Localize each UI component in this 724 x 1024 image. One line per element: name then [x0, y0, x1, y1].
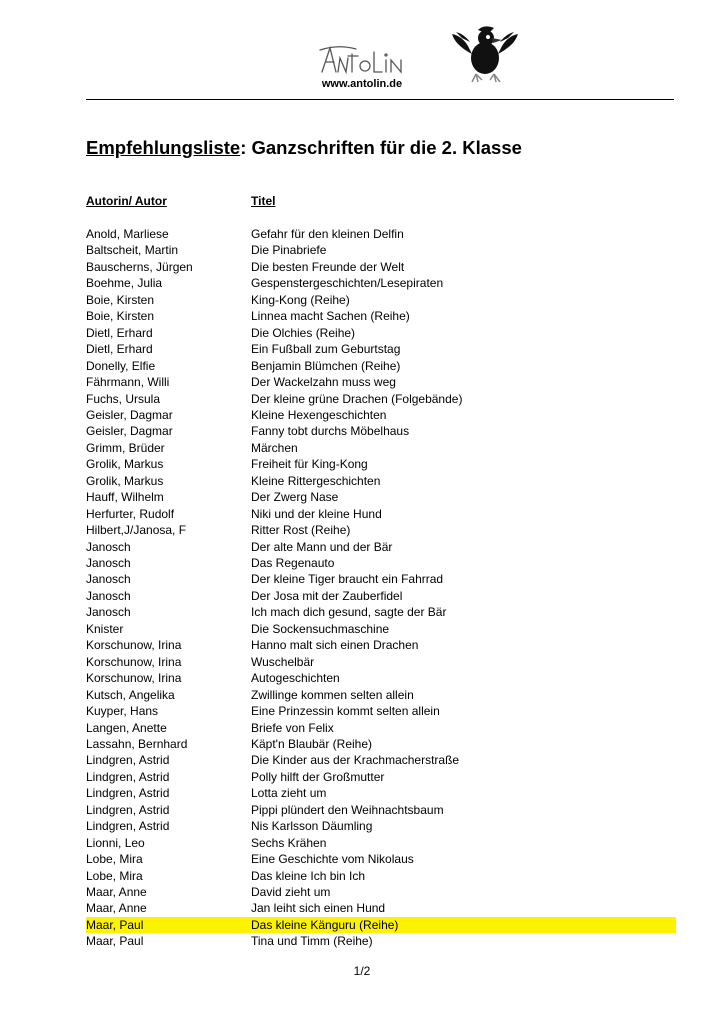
- list-item: [86, 226, 676, 242]
- book-title: Kleine Hexengeschichten: [251, 407, 387, 422]
- list-item: [86, 900, 676, 916]
- author-name: Lassahn, Bernhard: [86, 736, 188, 751]
- page-number: 1/2: [353, 964, 371, 978]
- list-item: [86, 423, 676, 439]
- list-item: [86, 720, 676, 736]
- book-title: Die Sockensuchmaschine: [251, 621, 390, 636]
- author-name: Janosch: [86, 556, 131, 570]
- author-name: Lindgren, Astrid: [86, 786, 170, 801]
- book-title: Benjamin Blümchen (Reihe): [251, 358, 401, 373]
- list-item: [86, 391, 676, 407]
- author-name: Anold, Marliese: [86, 227, 169, 241]
- book-title: Autogeschichten: [251, 671, 340, 686]
- author-name: Lindgren, Astrid: [86, 753, 170, 768]
- list-item: [86, 374, 676, 390]
- author-name: Maar, Paul: [86, 917, 144, 932]
- list-item: [86, 539, 676, 555]
- list-item: [86, 489, 676, 505]
- list-item: [86, 621, 676, 637]
- author-name: Geisler, Dagmar: [86, 407, 173, 422]
- author-name: Janosch: [86, 588, 131, 603]
- book-title: Märchen: [251, 440, 298, 455]
- author-name: Grimm, Brüder: [86, 440, 165, 455]
- author-name: Lindgren, Astrid: [86, 819, 170, 834]
- list-item: [86, 358, 676, 374]
- book-title: Fanny tobt durchs Möbelhaus: [251, 424, 410, 439]
- list-item: [86, 325, 676, 341]
- author-name: Knister: [86, 621, 124, 636]
- book-title: Hanno malt sich einen Drachen: [251, 638, 419, 653]
- author-name: Lobe, Mira: [86, 868, 143, 883]
- list-item: [86, 242, 676, 258]
- book-title: Briefe von Felix: [251, 720, 334, 735]
- book-title: Pippi plündert den Weihnachtsbaum: [251, 802, 444, 817]
- book-title: King-Kong (Reihe): [251, 292, 350, 307]
- list-item: [86, 522, 676, 538]
- author-name: Dietl, Erhard: [86, 342, 153, 357]
- author-name: Korschunow, Irina: [86, 654, 182, 669]
- list-item: [86, 506, 676, 522]
- raven-mascot-icon: [448, 24, 522, 88]
- author-name: Lionni, Leo: [86, 835, 145, 850]
- title-suffix: : Ganzschriften für die 2. Klasse: [240, 137, 522, 158]
- book-title: Der alte Mann und der Bär: [251, 539, 393, 554]
- author-name: Fährmann, Willi: [86, 375, 170, 390]
- book-title: Wuschelbär: [251, 654, 315, 669]
- author-name: Langen, Anette: [86, 720, 167, 735]
- book-title: Der kleine grüne Drachen (Folgebände): [251, 391, 463, 406]
- author-name: Bauscherns, Jürgen: [86, 259, 193, 274]
- list-item: [86, 259, 676, 275]
- column-header-author: Autorin/ Autor: [86, 194, 167, 208]
- book-title: Jan leiht sich einen Hund: [251, 901, 386, 916]
- column-header-title: Titel: [251, 194, 276, 208]
- author-name: Grolik, Markus: [86, 473, 164, 488]
- author-name: Janosch: [86, 539, 131, 554]
- author-name: Kuyper, Hans: [86, 704, 159, 719]
- author-name: Boehme, Julia: [86, 276, 163, 291]
- author-name: Lindgren, Astrid: [86, 769, 170, 784]
- book-title: Das kleine Känguru (Reihe): [251, 917, 399, 932]
- author-name: Maar, Anne: [86, 885, 147, 899]
- book-title: Das Regenauto: [251, 556, 335, 570]
- author-name: Boie, Kirsten: [86, 292, 155, 307]
- list-item: [86, 440, 676, 456]
- book-title: Eine Geschichte vom Nikolaus: [251, 852, 414, 867]
- author-name: Hauff, Wilhelm: [86, 490, 164, 505]
- list-item: [86, 769, 676, 785]
- list-item: [86, 670, 676, 686]
- page-header: [0, 0, 724, 100]
- book-title: Sechs Krähen: [251, 835, 327, 850]
- list-item: [86, 752, 676, 768]
- book-title: Das kleine Ich bin Ich: [251, 868, 366, 883]
- author-name: Janosch: [86, 605, 131, 620]
- list-item: [86, 555, 676, 571]
- list-item: [86, 851, 676, 867]
- list-item: [86, 473, 676, 489]
- author-name: Maar, Paul: [86, 934, 144, 949]
- list-item: [86, 604, 676, 620]
- list-item: [86, 703, 676, 719]
- list-item: [86, 637, 676, 653]
- list-item: [86, 275, 676, 291]
- author-name: Geisler, Dagmar: [86, 424, 173, 439]
- author-name: Lindgren, Astrid: [86, 802, 170, 817]
- author-name: Hilbert,J/Janosa, F: [86, 523, 187, 538]
- author-name: Korschunow, Irina: [86, 638, 182, 653]
- list-item: [86, 802, 676, 818]
- list-item: [86, 818, 676, 834]
- list-item: [86, 407, 676, 423]
- book-title: Lotta zieht um: [251, 786, 327, 801]
- list-item-highlighted: [86, 917, 676, 933]
- title-prefix: Empfehlungsliste: [86, 137, 241, 158]
- list-item: [86, 588, 676, 604]
- book-title: Polly hilft der Großmutter: [251, 769, 385, 784]
- antolin-logo-icon: [318, 40, 408, 80]
- author-name: Korschunow, Irina: [86, 671, 182, 686]
- book-title: Der Wackelzahn muss weg: [251, 375, 396, 390]
- page-title: [86, 137, 522, 159]
- book-title: Ritter Rost (Reihe): [251, 523, 351, 538]
- author-name: Fuchs, Ursula: [86, 391, 161, 406]
- book-title: David zieht um: [251, 885, 331, 899]
- book-title: Die Olchies (Reihe): [251, 325, 356, 340]
- book-title: Die Pinabriefe: [251, 243, 327, 258]
- list-item: [86, 933, 676, 949]
- website-url[interactable]: www.antolin.de: [321, 78, 403, 90]
- list-item: [86, 785, 676, 801]
- book-title: Niki und der kleine Hund: [251, 506, 382, 521]
- header-divider: [86, 99, 674, 100]
- book-title: Die besten Freunde der Welt: [251, 259, 405, 274]
- book-title: Zwillinge kommen selten allein: [251, 687, 414, 702]
- author-name: Donelly, Elfie: [86, 358, 156, 373]
- list-item: [86, 456, 676, 472]
- book-title: Ich mach dich gesund, sagte der Bär: [251, 605, 447, 620]
- book-title: Kleine Rittergeschichten: [251, 473, 381, 488]
- author-name: Baltscheit, Martin: [86, 243, 179, 258]
- list-item: [86, 868, 676, 884]
- book-title: Die Kinder aus der Krachmacherstraße: [251, 753, 460, 768]
- book-title: Der kleine Tiger braucht ein Fahrrad: [251, 572, 444, 587]
- author-name: Herfurter, Rudolf: [86, 506, 175, 521]
- book-title: Der Zwerg Nase: [251, 490, 339, 505]
- book-title: Linnea macht Sachen (Reihe): [251, 309, 410, 324]
- book-title: Gespenstergeschichten/Lesepiraten: [251, 276, 444, 291]
- list-item: [86, 884, 676, 900]
- book-title: Tina und Timm (Reihe): [251, 934, 373, 949]
- list-item: [86, 687, 676, 703]
- author-name: Grolik, Markus: [86, 457, 164, 472]
- author-name: Dietl, Erhard: [86, 325, 153, 340]
- list-item: [86, 654, 676, 670]
- list-item: [86, 571, 676, 587]
- list-item: [86, 292, 676, 308]
- book-title: Nis Karlsson Däumling: [251, 819, 373, 834]
- book-title: Gefahr für den kleinen Delfin: [251, 227, 404, 241]
- list-item: [86, 736, 676, 752]
- book-title: Der Josa mit der Zauberfidel: [251, 588, 403, 603]
- author-name: Maar, Anne: [86, 901, 147, 916]
- author-name: Kutsch, Angelika: [86, 687, 175, 702]
- book-title: Käpt'n Blaubär (Reihe): [251, 736, 373, 751]
- author-name: Lobe, Mira: [86, 852, 143, 867]
- list-item: [86, 341, 676, 357]
- list-item: [86, 308, 676, 324]
- book-title: Freiheit für King-Kong: [251, 457, 368, 472]
- book-title: Ein Fußball zum Geburtstag: [251, 342, 401, 357]
- book-title: Eine Prinzessin kommt selten allein: [251, 704, 440, 719]
- list-item: [86, 835, 676, 851]
- author-name: Boie, Kirsten: [86, 309, 155, 324]
- author-name: Janosch: [86, 572, 131, 587]
